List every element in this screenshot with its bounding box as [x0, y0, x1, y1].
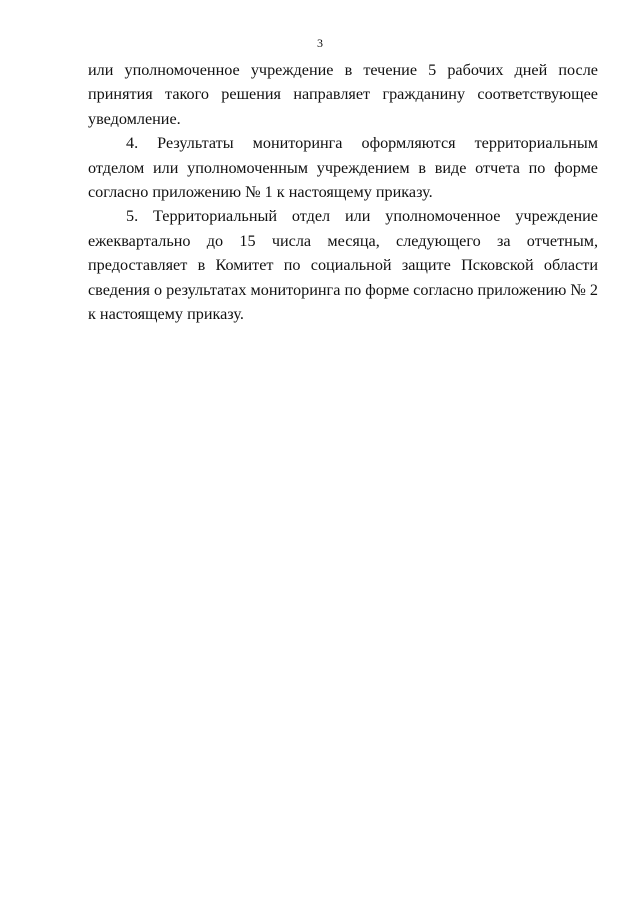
text-line: принятия такого решения направляет гражданину соответствующее [88, 85, 598, 104]
page-number: 3 [317, 36, 323, 50]
text-line: 5. Территориальный отдел или уполномоченное учреждение [126, 207, 598, 226]
paragraph-4 [88, 131, 598, 204]
text-line: сведения о результатах мониторинга по форме согласно приложению № 2 [88, 280, 598, 299]
text-line: ежеквартально до 15 числа месяца, следующего за отчетным, [88, 231, 598, 250]
text-line: 4. Результаты мониторинга оформляются территориальным [126, 134, 598, 153]
text-line: предоставляет в Комитет по социальной защите Псковской области [88, 256, 598, 275]
paragraph-3-continuation [88, 58, 598, 131]
text-line: уведомление. [88, 109, 181, 128]
paragraph-5 [88, 204, 598, 326]
text-line: отделом или уполномоченным учреждением в виде отчета по форме [88, 158, 598, 177]
document-body [88, 58, 598, 326]
text-line: или уполномоченное учреждение в течение 5 рабочих дней после [88, 61, 598, 79]
text-line: к настоящему приказу. [88, 304, 244, 323]
text-line: согласно приложению № 1 к настоящему приказу. [88, 182, 433, 201]
